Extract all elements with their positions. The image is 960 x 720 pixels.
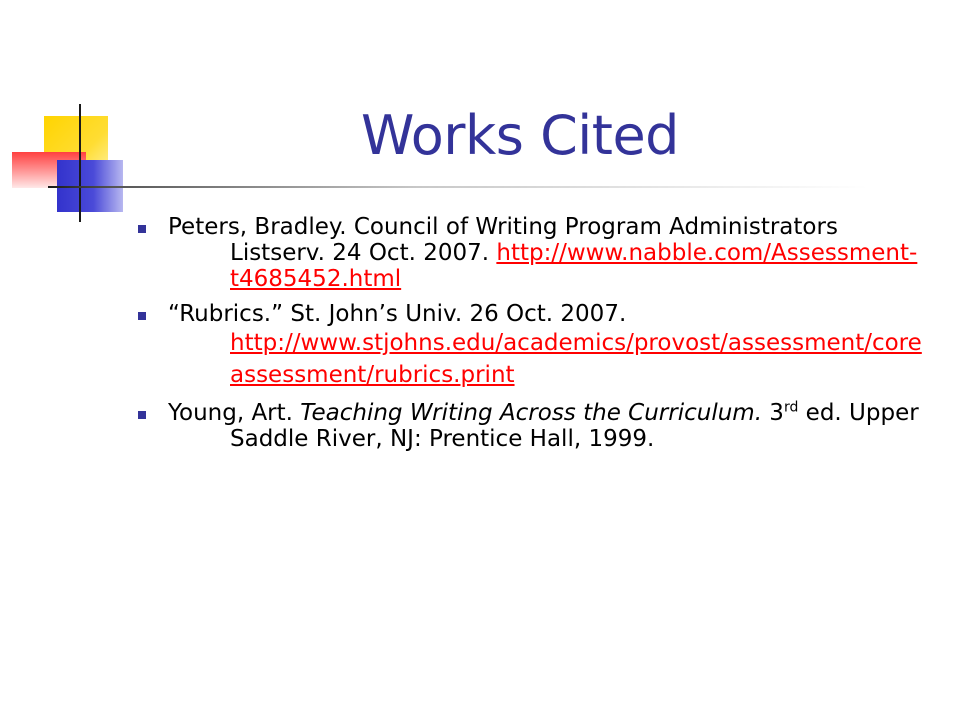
reference-publisher: ed. Upper Saddle River, NJ: Prentice Hall, 1999.	[230, 400, 919, 452]
reference-item	[168, 400, 928, 452]
slide-title: Works Cited	[361, 104, 679, 167]
title-underline-rule	[48, 186, 868, 188]
reference-edition-suffix: rd	[783, 399, 799, 416]
reference-text: “Rubrics.” St. John’s Univ. 26 Oct. 2007.	[168, 301, 627, 327]
reference-link[interactable]: http://www.nabble.com/Assessment-t4685452.html	[230, 240, 918, 292]
bullet-icon	[138, 312, 146, 320]
reference-item	[168, 214, 928, 292]
reference-item	[168, 301, 928, 391]
bullet-icon	[138, 225, 146, 233]
reference-link[interactable]: http://www.stjohns.edu/academics/provost/assessment/coreassessment/rubrics.print	[230, 330, 922, 388]
bullet-icon	[138, 411, 146, 419]
reference-edition: 3	[762, 400, 784, 426]
reference-author: Young, Art.	[168, 400, 301, 426]
decorative-vertical-line	[79, 104, 81, 222]
reference-text: Peters, Bradley. Council of Writing Program Administrators Listserv. 24 Oct. 2007.	[168, 214, 838, 266]
works-cited-list	[168, 214, 928, 461]
reference-book-title: Teaching Writing Across the Curriculum.	[300, 400, 762, 426]
